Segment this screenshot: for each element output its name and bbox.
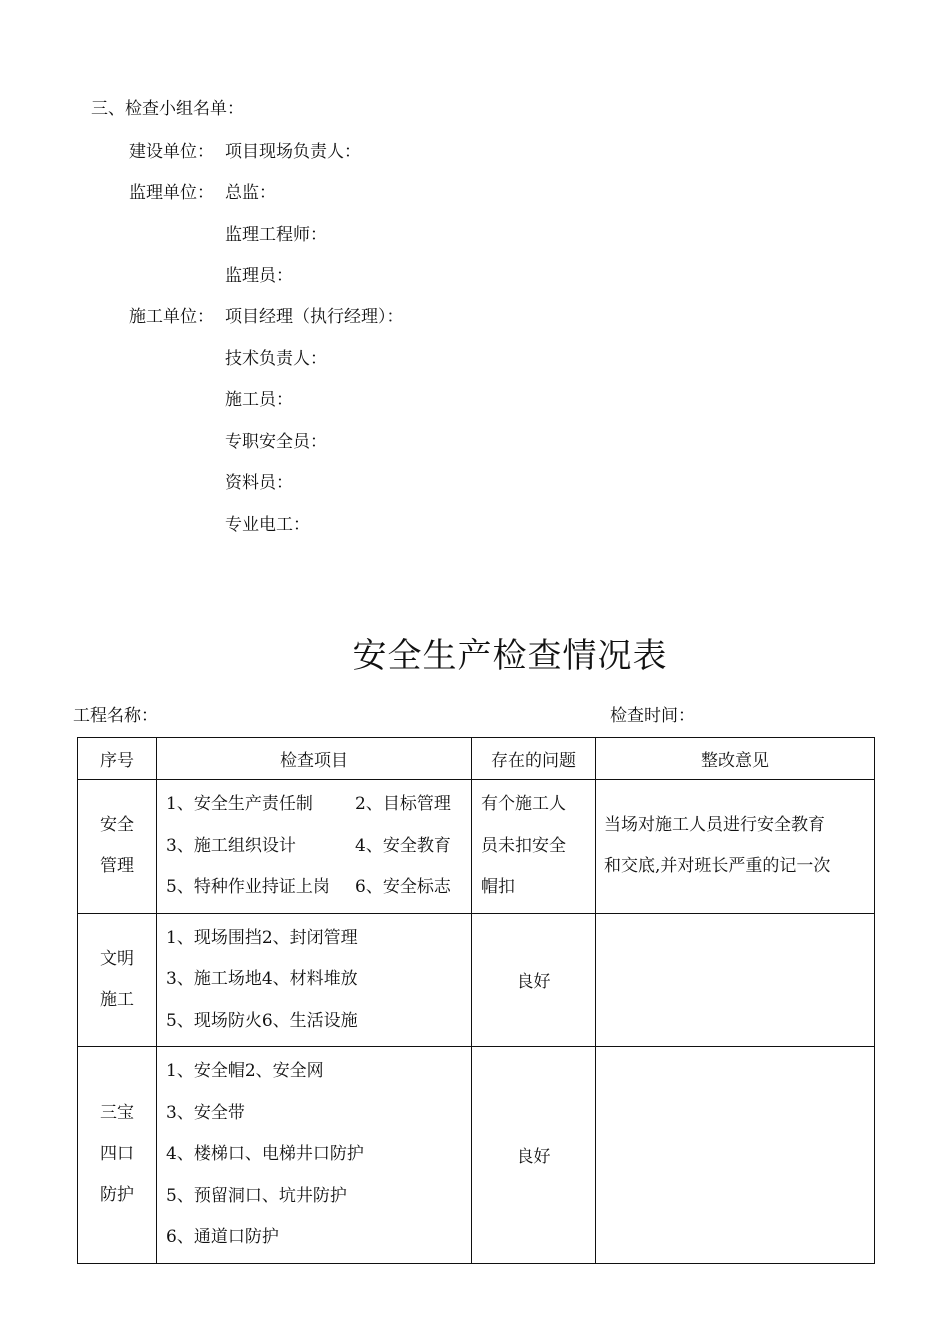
category-text: 三宝 [100, 1103, 134, 1124]
contractor-role: 资料员： [225, 473, 293, 493]
header-items: 检查项目 [157, 738, 472, 780]
table-row [78, 913, 875, 1047]
check-item: 1、安全帽2、安全网 [166, 1061, 324, 1081]
category-cell [78, 913, 157, 1047]
category-cell [78, 1047, 157, 1264]
inspection-table [77, 737, 875, 1264]
check-item: 5、现场防火6、生活设施 [166, 1010, 358, 1031]
contractor-role: 施工员： [225, 390, 293, 410]
table-row [78, 1047, 875, 1264]
advice-text: 当场对施工人员进行安全教育 [604, 815, 825, 836]
check-item: 3、施工组织设计 [166, 835, 296, 856]
advice-cell [596, 780, 875, 914]
construction-unit-label: 建设单位： [129, 142, 214, 162]
check-item: 2、目标管理 [355, 794, 451, 814]
contractor-role: 项目经理（执行经理）： [225, 307, 404, 327]
advice-text: 和交底,并对班长严重的记一次 [604, 856, 831, 877]
project-name-label: 工程名称： [73, 706, 158, 726]
header-serial: 序号 [78, 738, 157, 780]
issue-cell [472, 780, 596, 914]
category-cell [78, 780, 157, 914]
group-heading: 三、检查小组名单： [91, 99, 244, 119]
check-item: 3、施工场地4、材料堆放 [166, 969, 358, 989]
issue-cell: 良好 [472, 913, 596, 1047]
header-issues: 存在的问题 [472, 738, 596, 780]
items-cell [157, 780, 472, 914]
advice-cell [596, 1047, 875, 1264]
items-cell [157, 913, 472, 1047]
supervision-role: 监理工程师： [225, 225, 327, 245]
supervision-role: 总监： [225, 183, 276, 203]
contractor-role: 专业电工： [225, 515, 310, 535]
table-header-row [78, 738, 875, 780]
check-item: 1、安全生产责任制 [166, 794, 313, 814]
check-item: 1、现场围挡2、封闭管理 [166, 927, 358, 948]
category-text: 管理 [100, 856, 134, 877]
category-text: 施工 [100, 989, 134, 1010]
category-text: 防护 [100, 1185, 134, 1206]
check-item: 5、特种作业持证上岗 [166, 877, 330, 897]
check-item: 3、安全带 [166, 1102, 245, 1123]
check-item: 6、通道口防护 [166, 1227, 279, 1247]
form-title: 安全生产检查情况表 [352, 636, 668, 676]
issue-text: 帽扣 [481, 877, 515, 897]
issue-text: 有个施工人 [481, 794, 566, 814]
items-cell [157, 1047, 472, 1264]
inspection-time-label: 检查时间： [610, 706, 695, 726]
category-text: 安全 [100, 815, 134, 836]
category-text: 四口 [100, 1144, 134, 1165]
check-item: 4、安全教育 [355, 835, 451, 856]
supervision-role: 监理员： [225, 266, 293, 286]
issue-text: 员未扣安全 [481, 835, 566, 856]
contractor-role: 技术负责人： [225, 349, 327, 369]
category-text: 文明 [100, 948, 134, 969]
contractor-unit-label: 施工单位： [129, 307, 214, 327]
supervision-unit-label: 监理单位： [129, 183, 214, 203]
check-item: 4、楼梯口、电梯井口防护 [166, 1144, 364, 1164]
check-item: 6、安全标志 [355, 877, 451, 897]
advice-cell [596, 913, 875, 1047]
table-row [78, 780, 875, 914]
check-item: 5、预留洞口、坑井防护 [166, 1185, 347, 1206]
contractor-role: 专职安全员： [225, 432, 327, 452]
header-advice: 整改意见 [596, 738, 875, 780]
issue-cell: 良好 [472, 1047, 596, 1264]
construction-role: 项目现场负责人： [225, 142, 361, 162]
